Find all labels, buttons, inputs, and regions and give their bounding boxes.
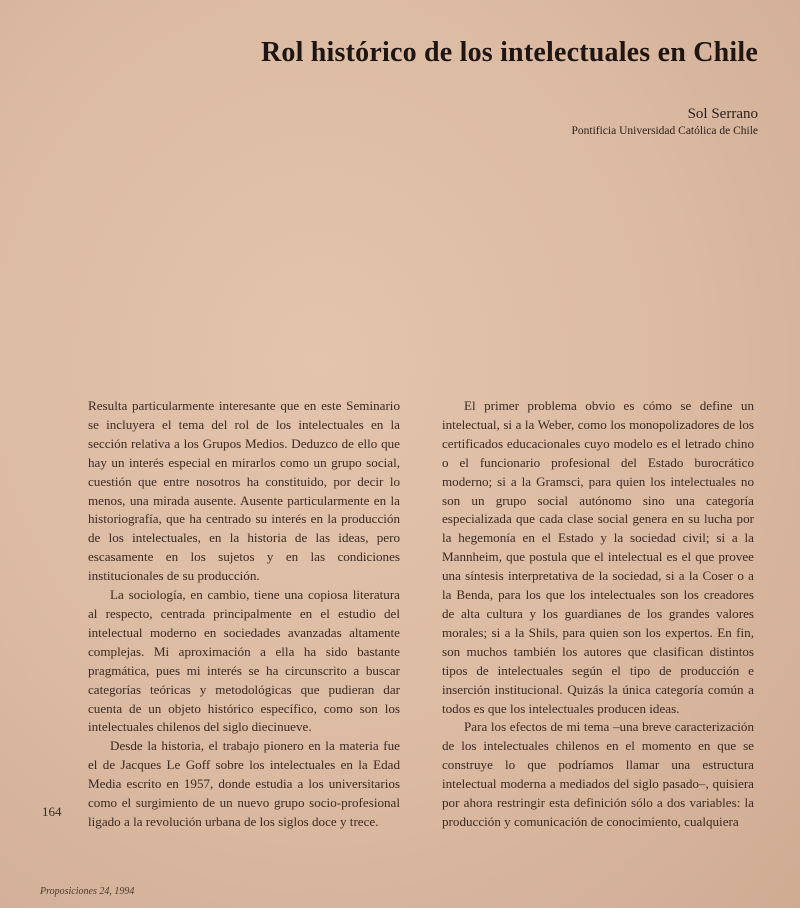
- author-affiliation: Pontificia Universidad Católica de Chile: [571, 125, 758, 137]
- page-number: 164: [42, 804, 62, 819]
- author-name: Sol Serrano: [687, 106, 758, 122]
- paragraph: Para los efectos de mi tema –una breve caracterización de los intelectuales chilenos en el momento en que se construye lo que podríamos llamar una estructura intelectual moderna a mediados del siglo pasado–, quisiera por ahora restringir esta definición sólo a dos variables: la producción y comunicación de conocimiento, cualquiera: [442, 719, 754, 829]
- paragraph: La sociología, en cambio, tiene una copiosa literatura al respecto, centrada principalmente en el estudio del intelectual moderno en sociedades avanzadas altamente complejas. Mi aproximación a ella ha sido bastante pragmática, pues mi interés se ha circunscrito a buscar categorías teóricas y metodológicas que pudieran dar cuenta de un objeto histórico específico, como son los intelectuales chilenos del siglo diecinueve.: [88, 587, 400, 735]
- author-block: [571, 106, 758, 137]
- right-column: [442, 397, 754, 832]
- left-column: [88, 397, 400, 832]
- paragraph: Desde la historia, el trabajo pionero en la materia fue el de Jacques Le Goff sobre los intelectuales en la Edad Media escrito en 1957, donde estudia a los universitarios como el surgimiento de un nuevo grupo socio-profesional ligado a la revolución urbana de los siglos doce y trece.: [88, 738, 400, 829]
- paragraph: El primer problema obvio es cómo se define un intelectual, si a la Weber, como los monopolizadores de los certificados educacionales cuyo modelo es el letrado chino o el funcionario profesional del Estado burocrático moderno; si a la Gramsci, para quien los intelectuales no son un grupo social autónomo sino una categoría especializada que cada clase social genera en su lucha por la hegemonía en el Estado y la sociedad civil; si a la Mannheim, que postula que el intelectual es el que provee una síntesis interpretativa de la sociedad, si a la Coser o a la Benda, para los que los intelectuales son los creadores de alta cultura y los guardianes de los grandes valores morales; si a la Shils, para quien son los expertos. En fin, son muchos también los autores que clasifican distintos tipos de intelectuales según el tipo de producción e inserción institucional. Quizás la única categoría común a todos es que los intelectuales producen ideas.: [442, 398, 754, 716]
- paragraph: Resulta particularmente interesante que en este Seminario se incluyera el tema del rol de los intelectuales en la sección relativa a los Grupos Medios. Deduzco de ello que hay un interés especial en mirarlos como un grupo social, cuestión que entre nosotros ha constituido, por decir lo menos, una mirada ausente. Ausente particularmente en la historiografía, que ha centrado su interés en la producción de los intelectuales, en la historia de las ideas, pero escasamente en los sujetos y en las condiciones institucionales de su producción.: [88, 398, 400, 584]
- article-title: Rol histórico de los intelectuales en Chile: [260, 36, 758, 68]
- journal-footer: Proposiciones 24, 1994: [40, 886, 135, 897]
